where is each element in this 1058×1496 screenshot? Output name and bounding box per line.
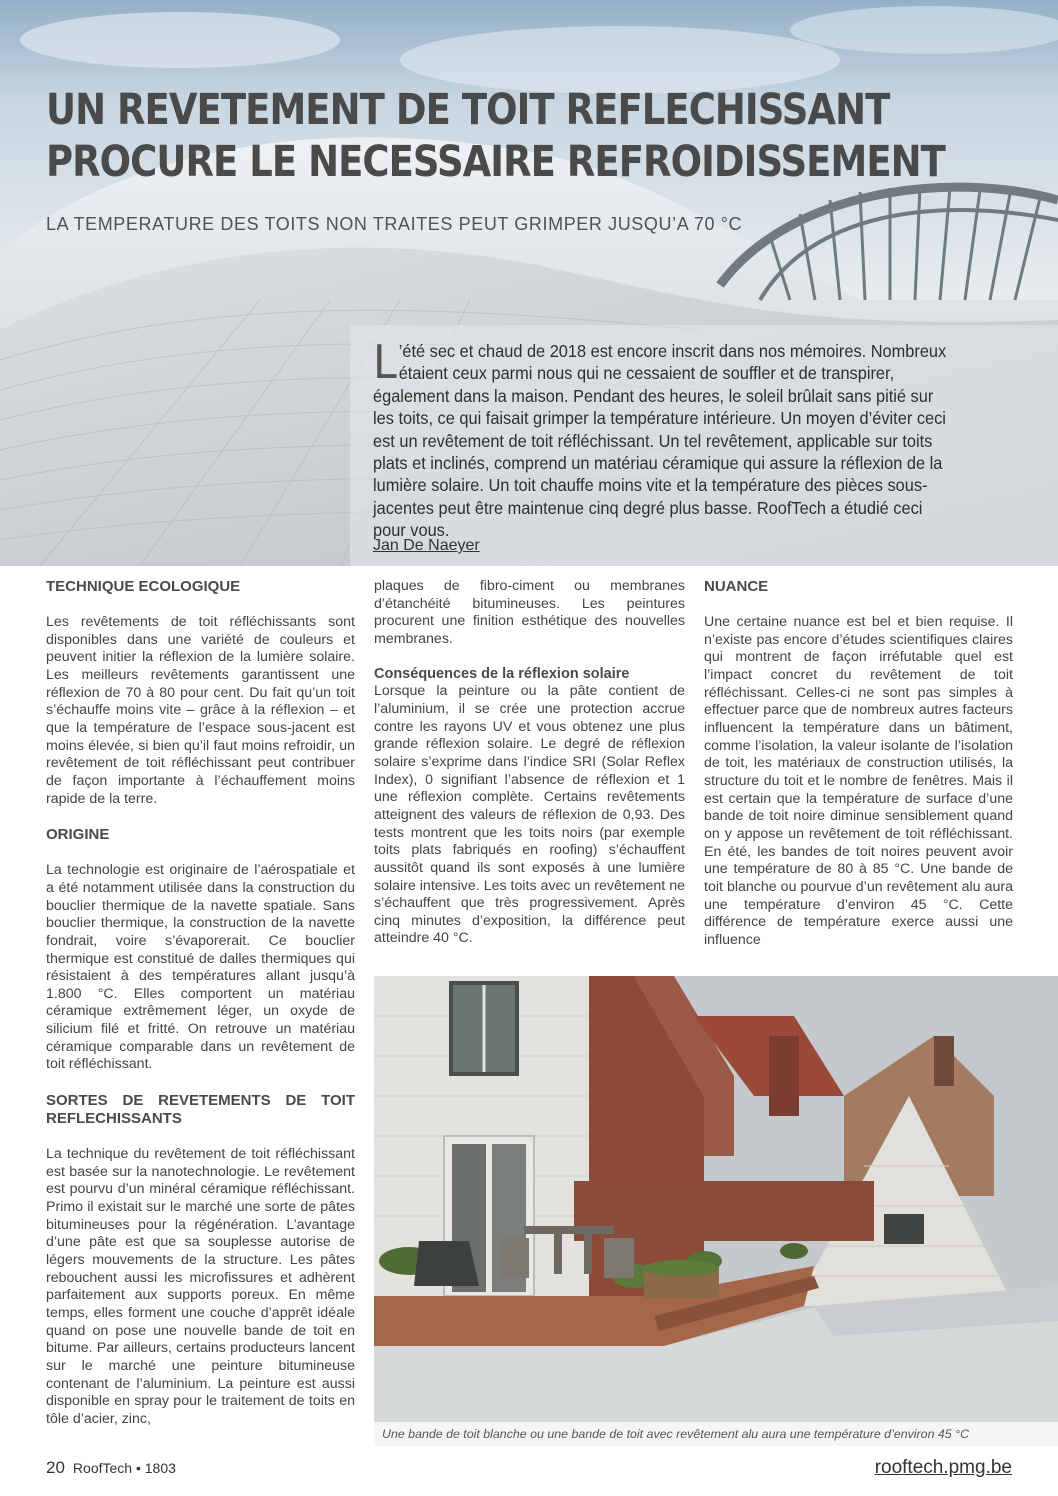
heading-technique-ecologique: TECHNIQUE ECOLOGIQUE xyxy=(46,578,241,595)
heading-sortes-revetements: SORTES DE REVETEMENTS DE TOIT REFLECHISSANTS xyxy=(46,1092,355,1128)
rooftop-terrace-photo xyxy=(374,976,1058,1446)
paragraph-nuance: Une certaine nuance est bel et bien requise. Il n’existe pas encore d’études scientifiques claires qui montrent de façon irréfutable quel est l’impact concret du revêtement de toit réfléchissant. Celles-ci ne sont pas simples à effectuer parce que de nombreux autres facteurs influencent la température dans un bâtiment, comme l’isolation, la valeur isolante de l’isolation de toit, les matériaux de construction utilisés, la structure du toit et le nombre de fenêtres. Mais il est certain que la température de surface d’une bande de toit noire diminue sensiblement quand on y appose un revêtement de toit réfléchissant. En été, les bandes de toit noires peuvent avoir une température de 80 à 85 °C. Une bande de toit blanche ou pourvue d’un revêtement alu aura une température d’environ 45 °C. Cette différence de température exerce aussi une influence xyxy=(704,614,1013,948)
column-3 xyxy=(704,578,1013,949)
page-number: 20 xyxy=(46,1458,65,1477)
terrace-illustration xyxy=(374,976,1058,1446)
heading-origine: ORIGINE xyxy=(46,826,110,844)
lead-paragraph xyxy=(373,335,954,542)
paragraph-technique: Les revêtements de toit réfléchissants sont disponibles dans une variété de couleurs et peuvent initier la réflexion de la lumière solaire. Les meilleurs revêtements garantissent une réflexion de 70 à 80 pour cent. Du fait qu’un toit s’échauffe moins vite – grâce à la réflexion – et que la température de l’espace sous-jacent est moins élevée, si bien qu’il faut moins refroidir, un revêtement de toit réfléchissant peut contribuer de façon importante à l’échauffement moins rapide de la terre. xyxy=(46,614,355,807)
title-line-2: PROCURE LE NECESSAIRE REFROIDISSEMENT xyxy=(46,137,945,187)
website-link[interactable]: rooftech.pmg.be xyxy=(874,1457,1012,1478)
photo-caption: Une bande de toit blanche ou une bande de toit avec revêtement alu aura une température d’environ 45 °C xyxy=(374,1422,1058,1446)
author-link[interactable]: Jan De Naeyer xyxy=(373,537,480,554)
footer-page-info xyxy=(46,1458,176,1478)
paragraph-sortes: La technique du revêtement de toit réfléchissant est basée sur la nanotechnologie. Le revêtement est pourvu d’un minéral céramique réfléchissant. Primo il existait sur le marché une sorte de pâtes bitumineuses pour la régénération. L’avantage d’une pâte est que sa souplesse autorise de légers mouvements de la structure. Les pâtes rebouchent aussi les microfissures et adhèrent parfaitement aux supports poreux. En même temps, elles forment une couche d’apprêt idéale quand on pose une nouvelle bande de toit en bitume. Par ailleurs, certains producteurs lancent sur le marché une peinture bitumineuse contenant de l’aluminium. La peinture est aussi disponible en spray pour le traitement de toits en tôle d’acier, zinc, xyxy=(46,1146,355,1427)
heading-nuance: NUANCE xyxy=(704,578,769,595)
lead-text: ’été sec et chaud de 2018 est encore inscrit dans nos mémoires. Nombreux étaient ceux parmi nous qui ne cessaient de souffler et de transpirer, également dans la maison. Pendant des heures, le soleil brûlait sans pitié sur les toits, ce qui faisait grimper la température intérieure. Un moyen d’éviter ceci est un revêtement de toit réfléchissant. Un tel revêtement, applicable sur toits plats et inclinés, comprend un matériau céramique qui assure la réflexion de la lumière solaire. Un toit chauffe moins vite et la température des pièces sous-jacentes peut être maintenue cinq degré plus basse. RoofTech a étudié ceci pour vous. xyxy=(373,341,947,541)
drop-cap: L xyxy=(373,335,397,389)
column-1 xyxy=(46,578,355,1429)
article-title xyxy=(46,84,945,188)
paragraph-consequences: Lorsque la peinture ou la pâte contient de l’aluminium, il se crée une protection accrue contre les rayons UV et vous obtenez une plus grande réflexion solaire. Le degré de réflexion solaire s’exprime dans l’indice SRI (Solar Reflex Index), 0 signifiant l’absence de réflexion et 1 une réflexion complète. Certains revêtements atteignent des valeurs de réflexion de 0,93. Des tests montrent que les toits noirs (par exemple toits plats fabriqués en roofing) s’échauffent aussitôt quand ils sont exposés à une lumière solaire intensive. Les toits avec un revêtement ne s’échauffent que très progressivement. Après cinq minutes d’exposition, la différence peut atteindre 40 °C. xyxy=(374,683,685,947)
title-line-1: UN REVETEMENT DE TOIT REFLECHISSANT xyxy=(46,85,890,135)
column-2 xyxy=(374,578,685,948)
paragraph-continued: plaques de fibro-ciment ou membranes d’étanchéité bitumineuses. Les peintures procurent une finition esthétique des nouvelles membranes. xyxy=(374,578,685,647)
heading-consequences: Conséquences de la réflexion solaire xyxy=(374,665,630,682)
article-subtitle: LA TEMPERATURE DES TOITS NON TRAITES PEUT GRIMPER JUSQU’A 70 °C xyxy=(46,214,743,234)
magazine-issue: RoofTech • 1803 xyxy=(72,1460,176,1476)
hero-banner xyxy=(0,0,1058,566)
paragraph-origine: La technologie est originaire de l’aérospatiale et a été notamment utilisée dans la construction du bouclier thermique de la navette spatiale. Sans bouclier thermique, la construction de la navette fondrait, voire s’évaporerait. Ce bouclier thermique est constitué de dalles thermiques qui résistaient à des températures allant jusqu’à 1.800 °C. Elles comportent un matériau céramique extrêmement léger, un oxyde de silicium filé et fritté. On retrouve un matériau céramique comparable dans un revêtement de toit réfléchissant. xyxy=(46,862,355,1073)
